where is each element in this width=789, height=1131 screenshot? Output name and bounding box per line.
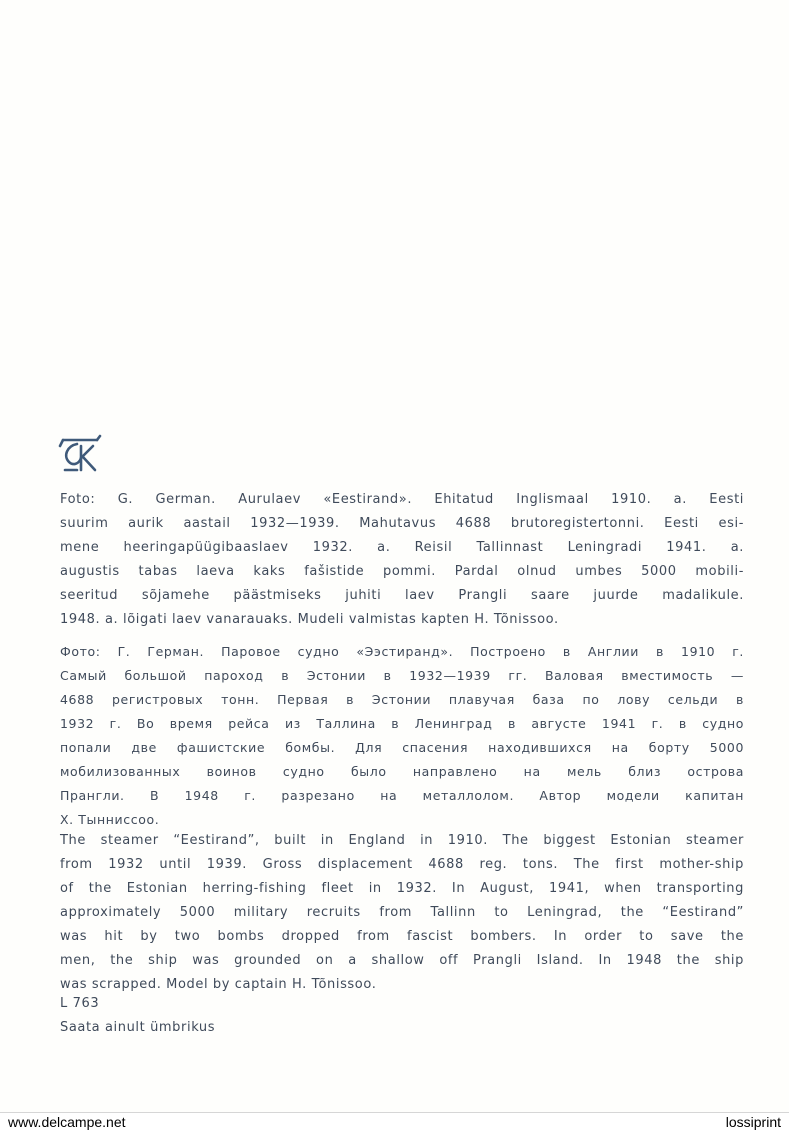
russian-line: Самый большой пароход в Эстонии в 1932—1939 гг. Валовая вместимость —: [60, 668, 744, 683]
estonian-line: mene heeringapüügibaaslaev 1932. a. Reisil Tallinnast Leningradi 1941. a.: [60, 540, 744, 555]
english-description: [60, 829, 744, 997]
russian-line: попали две фашистские бомбы. Для спасения находившихся на борту 5000: [60, 740, 744, 755]
estonian-line: suurim aurik aastail 1932—1939. Mahutavus 4688 brutoregistertonni. Eesti esi-: [60, 516, 744, 531]
russian-line: Х. Тынниссоо.: [60, 812, 160, 827]
english-line: men, the ship was grounded on a shallow off Prangli Island. In 1948 the ship: [60, 953, 744, 968]
english-line: The steamer “Eestirand”, built in England in 1910. The biggest Estonian steamer: [60, 833, 744, 848]
estonian-line: 1948. a. lõigati laev vanarauaks. Mudeli valmistas kapten H. Tõnissoo.: [60, 612, 559, 627]
catalog-code: L 763: [60, 996, 100, 1011]
english-line: from 1932 until 1939. Gross displacement 4688 reg. tons. The first mother-ship: [60, 857, 744, 872]
russian-line: 1932 г. Во время рейса из Таллина в Ленинград в августе 1941 г. в судно: [60, 716, 744, 731]
english-line: approximately 5000 military recruits from Tallinn to Leningrad, the “Eestirand”: [60, 905, 744, 920]
seller-label: lossiprint: [725, 1114, 781, 1130]
estonian-line: Foto: G. German. Aurulaev «Eestirand». Ehitatud Inglismaal 1910. a. Eesti: [60, 492, 744, 507]
russian-line: 4688 регистровых тонн. Первая в Эстонии плавучая база по лову сельди в: [60, 692, 744, 707]
english-line: was scrapped. Model by captain H. Tõnissoo.: [60, 977, 377, 992]
watermark-bar: [0, 1112, 789, 1131]
estonian-line: seeritud sõjamehe päästmiseks juhiti laev Prangli saare juurde madalikule.: [60, 588, 744, 603]
english-line: of the Estonian herring-fishing fleet in 1932. In August, 1941, when transporting: [60, 881, 744, 896]
mailing-note: Saata ainult ümbrikus: [60, 1020, 216, 1035]
russian-line: мобилизованных воинов судно было направлено на мель близ острова: [60, 764, 744, 779]
publisher-monogram-icon: [57, 430, 103, 476]
russian-line: Фото: Г. Герман. Паровое судно «Ээстиранд». Построено в Англии в 1910 г.: [60, 644, 744, 659]
russian-description: [60, 640, 744, 832]
estonian-description: [60, 488, 744, 632]
source-site-label: www.delcampe.net: [8, 1114, 126, 1130]
estonian-line: augustis tabas laeva kaks fašistide pommi. Pardal olnud umbes 5000 mobili-: [60, 564, 744, 579]
english-line: was hit by two bombs dropped from fascist bombers. In order to save the: [60, 929, 744, 944]
russian-line: Прангли. В 1948 г. разрезано на металлолом. Автор модели капитан: [60, 788, 744, 803]
